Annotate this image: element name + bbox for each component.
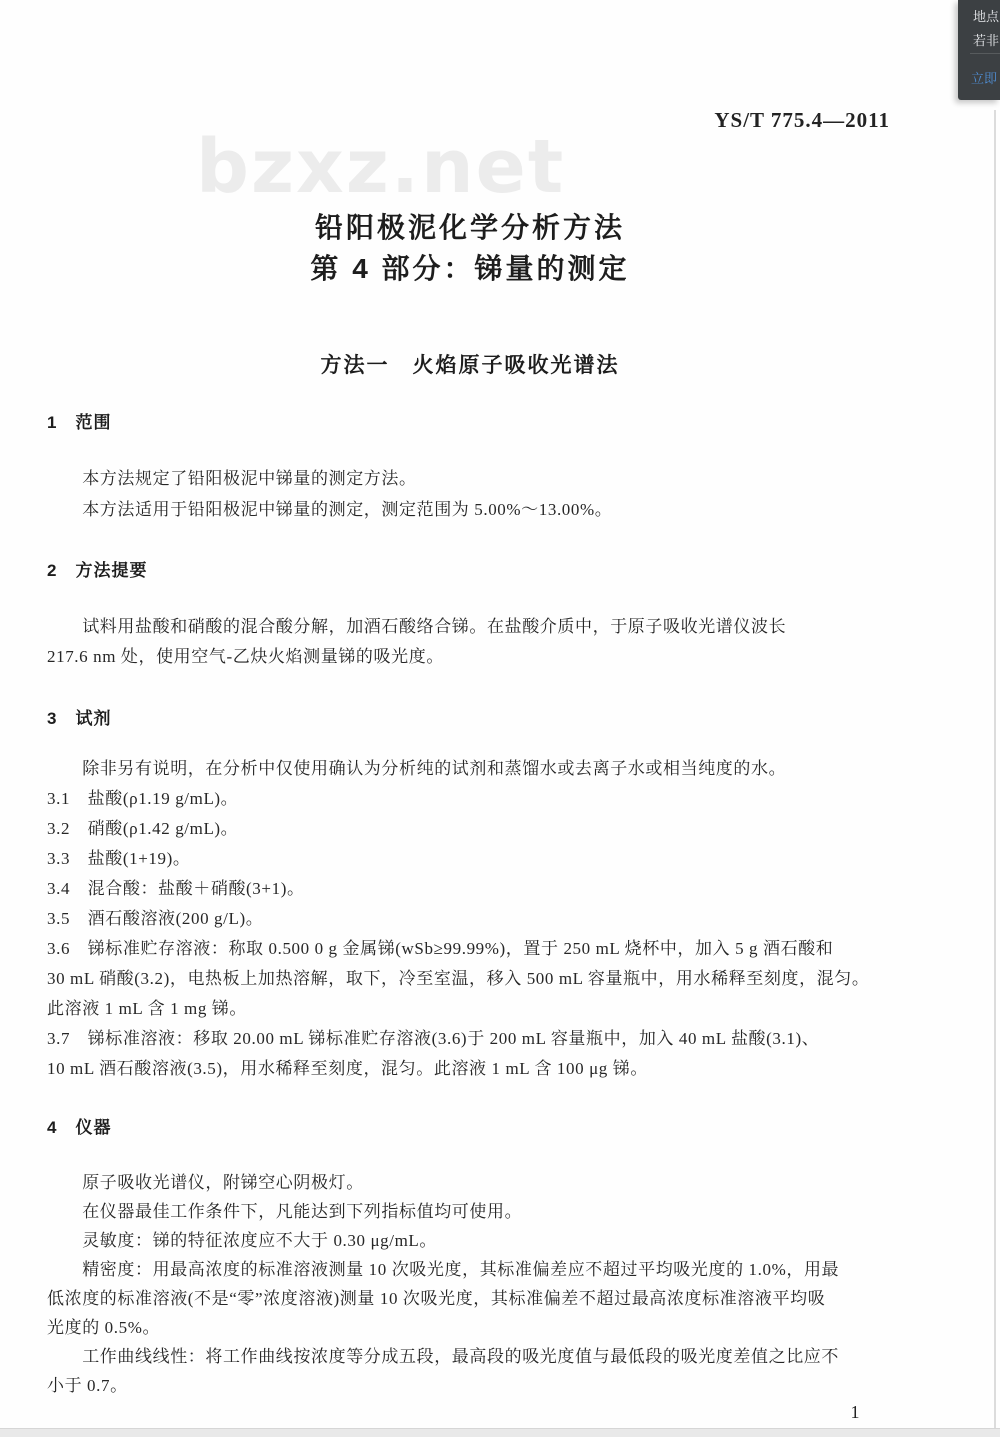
paragraph-line: 30 mL 硝酸(3.2)，电热板上加热溶解，取下，冷至室温，移入 500 mL 容量瓶中，用水稀释至刻度，混匀。 [47, 969, 870, 988]
popup-divider [970, 53, 1000, 54]
paragraph-line: 本方法规定了铅阳极泥中锑量的测定方法。 [47, 469, 417, 488]
section-3-heading: 3 试剂 [47, 709, 112, 728]
popup-action-link[interactable]: 立即 [971, 71, 998, 86]
section-1-heading-wrap [47, 408, 937, 433]
paragraph-line: 217.6 nm 处，使用空气-乙炔火焰测量锑的吸光度。 [47, 647, 444, 666]
paragraph-line: 灵敏度：锑的特征浓度应不大于 0.30 μg/mL。 [47, 1231, 437, 1250]
section-2-heading-wrap [47, 556, 937, 581]
page-number: 1 [850, 1402, 860, 1422]
popup-text-ifnot: 若非 [973, 33, 1000, 48]
paragraph-line: 小于 0.7。 [47, 1376, 128, 1395]
paragraph-line: 低浓度的标准溶液(不是“零”浓度溶液)测量 10 次吸光度，其标准偏差不超过最高浓度标准溶液平均吸 [47, 1289, 826, 1308]
paragraph-line: 原子吸收光谱仪，附锑空心阴极灯。 [47, 1173, 364, 1192]
paragraph-line: 在仪器最佳工作条件下，凡能达到下列指标值均可使用。 [47, 1202, 523, 1221]
paragraph-line: 本方法适用于铅阳极泥中锑量的测定，测定范围为 5.00%～13.00%。 [47, 500, 613, 519]
title-line-2: 第 4 部分：锑量的测定 [310, 253, 630, 284]
title-line-1: 铅阳极泥化学分析方法 [314, 212, 625, 243]
paragraph-line: 10 mL 酒石酸溶液(3.5)，用水稀释至刻度，混匀。此溶液 1 mL 含 100 μg 锑。 [47, 1059, 648, 1078]
reagent-item-3-4: 3.4 混合酸：盐酸＋硝酸(3+1)。 [47, 879, 305, 898]
paragraph-line: 除非另有说明，在分析中仅使用确认为分析纯的试剂和蒸馏水或去离子水或相当纯度的水。 [47, 759, 787, 778]
vertical-scrollbar[interactable] [994, 110, 996, 1428]
paragraph-line: 光度的 0.5%。 [47, 1318, 161, 1337]
section-3-heading-wrap [47, 704, 937, 729]
method-heading: 方法一 火焰原子吸收光谱法 [320, 354, 620, 377]
paragraph-line: 精密度：用最高浓度的标准溶液测量 10 次吸光度，其标准偏差应不超过平均吸光度的 1.0%，用最 [47, 1260, 840, 1279]
reagent-item-3-5: 3.5 酒石酸溶液(200 g/L)。 [47, 909, 264, 928]
section-2-body [47, 612, 937, 672]
popup-text-location: 地点 [973, 9, 1000, 24]
section-4-heading-wrap [47, 1113, 937, 1138]
section-3-body [47, 754, 937, 1084]
standard-code: YS/T 775.4—2011 [714, 108, 890, 132]
section-4-heading: 4 仪器 [47, 1118, 112, 1137]
notification-popup[interactable] [958, 0, 1000, 100]
reagent-item-3-7: 3.7 锑标准溶液：移取 20.00 mL 锑标准贮存溶液(3.6)于 200 mL 容量瓶中，加入 40 mL 盐酸(3.1)、 [47, 1029, 820, 1048]
paragraph-line: 工作曲线线性：将工作曲线按浓度等分成五段，最高段的吸光度值与最低段的吸光度差值之比应不 [47, 1347, 839, 1366]
reagent-item-3-1: 3.1 盐酸(ρ1.19 g/mL)。 [47, 789, 239, 808]
reagent-item-3-2: 3.2 硝酸(ρ1.42 g/mL)。 [47, 819, 239, 838]
document-title [0, 207, 940, 289]
paragraph-line: 试料用盐酸和硝酸的混合酸分解，加酒石酸络合锑。在盐酸介质中，于原子吸收光谱仪波长 [47, 617, 787, 636]
paragraph-line: 此溶液 1 mL 含 1 mg 锑。 [47, 999, 247, 1018]
watermark: bzxz.net [196, 124, 566, 210]
section-1-body [47, 463, 937, 525]
section-4-body [47, 1168, 937, 1400]
section-1-heading: 1 范围 [47, 413, 112, 432]
section-2-heading: 2 方法提要 [47, 561, 148, 580]
reagent-item-3-6: 3.6 锑标准贮存溶液：称取 0.500 0 g 金属锑(wSb≥99.99%)，置于 250 mL 烧杯中，加入 5 g 酒石酸和 [47, 939, 834, 958]
reagent-item-3-3: 3.3 盐酸(1+19)。 [47, 849, 191, 868]
